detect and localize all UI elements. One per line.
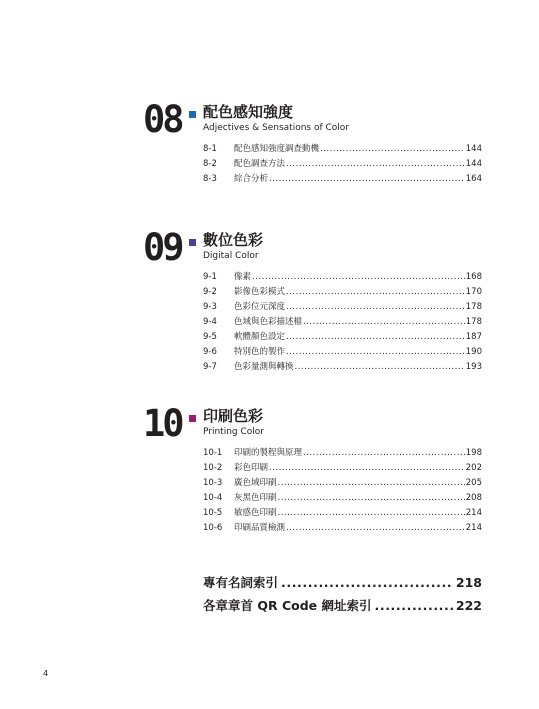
- entry-page: 198: [465, 448, 482, 458]
- entry-page: 164: [465, 174, 482, 184]
- toc-entry[interactable]: [203, 270, 482, 285]
- toc-entry[interactable]: [203, 360, 482, 375]
- toc-entry[interactable]: [203, 330, 482, 345]
- entry-number: 10-4: [203, 493, 223, 503]
- chapter-number: 09: [143, 226, 182, 269]
- entry-page: 190: [465, 347, 482, 357]
- entry-page: 170: [465, 287, 482, 297]
- entry-title: 色域與色彩描述檔: [234, 317, 303, 327]
- entry-number: 8-1: [203, 144, 217, 154]
- chapter-title: 數位色彩: [203, 231, 264, 249]
- entry-page: 205: [465, 478, 482, 488]
- entry-number: 8-3: [203, 174, 217, 184]
- chapter-entries: [203, 142, 482, 187]
- entry-title: 彩色印刷: [234, 463, 269, 473]
- entry-title: 特別色的製作: [234, 347, 286, 357]
- entry-title: 色彩量測與轉換: [234, 362, 294, 372]
- leader-dots: [278, 506, 465, 521]
- toc-entry[interactable]: [203, 461, 482, 476]
- leader-dots: [375, 594, 453, 617]
- entry-number: 9-6: [203, 347, 217, 357]
- entry-number: 9-3: [203, 302, 217, 312]
- leader-dots: [286, 300, 465, 315]
- index-title: 專有名詞索引: [203, 575, 279, 590]
- entry-title: 廣色域印刷: [234, 478, 277, 488]
- entry-page: 208: [465, 493, 482, 503]
- entry-number: 10-6: [203, 523, 223, 533]
- leader-dots: [269, 461, 465, 476]
- index-entry[interactable]: [203, 571, 482, 594]
- entry-page: 193: [465, 362, 482, 372]
- entry-number: 10-3: [203, 478, 223, 488]
- toc-entry[interactable]: [203, 345, 482, 360]
- index-page: 218: [455, 575, 482, 590]
- entry-page: 202: [465, 463, 482, 473]
- index-entry[interactable]: [203, 594, 482, 617]
- leader-dots: [278, 491, 465, 506]
- entry-number: 9-4: [203, 317, 217, 327]
- chapter-title: 印刷色彩: [203, 407, 264, 425]
- leader-dots: [303, 315, 465, 330]
- entry-page: 187: [465, 332, 482, 342]
- index-section: [203, 571, 482, 617]
- entry-number: 9-5: [203, 332, 217, 342]
- entry-page: 214: [465, 523, 482, 533]
- entry-title: 配色感知強度調查動機: [234, 144, 320, 154]
- toc-entry[interactable]: [203, 172, 482, 187]
- entry-title: 軟體顏色設定: [234, 332, 286, 342]
- leader-dots: [286, 157, 465, 172]
- entry-page: 178: [465, 302, 482, 312]
- leader-dots: [252, 270, 465, 285]
- leader-dots: [286, 345, 465, 360]
- entry-number: 10-1: [203, 448, 223, 458]
- entry-page: 214: [465, 508, 482, 518]
- entry-number: 10-5: [203, 508, 223, 518]
- entry-number: 9-1: [203, 272, 217, 282]
- entry-page: 144: [465, 144, 482, 154]
- chapter-color-square-icon: [189, 111, 196, 118]
- entry-title: 影像色彩模式: [234, 287, 286, 297]
- chapter-color-square-icon: [189, 415, 196, 422]
- index-page: 222: [455, 598, 482, 613]
- leader-dots: [278, 476, 465, 491]
- leader-dots: [286, 521, 465, 536]
- leader-dots: [281, 571, 453, 594]
- entry-number: 9-2: [203, 287, 217, 297]
- entry-title: 敏感色印刷: [234, 508, 277, 518]
- leader-dots: [286, 330, 465, 345]
- entry-number: 10-2: [203, 463, 223, 473]
- entry-page: 178: [465, 317, 482, 327]
- toc-entry[interactable]: [203, 476, 482, 491]
- toc-entry[interactable]: [203, 446, 482, 461]
- toc-entry[interactable]: [203, 521, 482, 536]
- leader-dots: [269, 172, 465, 187]
- entry-page: 144: [465, 159, 482, 169]
- leader-dots: [303, 446, 465, 461]
- toc-entry[interactable]: [203, 157, 482, 172]
- chapter-number: 08: [143, 98, 182, 141]
- chapter-subtitle: Printing Color: [203, 427, 264, 437]
- page-number: 4: [43, 669, 49, 678]
- chapter-number: 10: [143, 402, 182, 445]
- chapter-color-square-icon: [189, 239, 196, 246]
- entry-title: 色彩位元深度: [234, 302, 286, 312]
- chapter-subtitle: Adjectives & Sensations of Color: [203, 123, 349, 133]
- toc-entry[interactable]: [203, 142, 482, 157]
- chapter-subtitle: Digital Color: [203, 251, 259, 261]
- entry-title: 像素: [234, 272, 252, 282]
- chapter-entries: [203, 446, 482, 536]
- entry-title: 綜合分析: [234, 174, 269, 184]
- toc-entry[interactable]: [203, 285, 482, 300]
- entry-number: 9-7: [203, 362, 217, 372]
- entry-title: 印刷的製程與原理: [234, 448, 303, 458]
- entry-page: 168: [465, 272, 482, 282]
- chapter-title: 配色感知強度: [203, 103, 294, 121]
- leader-dots: [295, 360, 465, 375]
- index-title: 各章章首 QR Code 網址索引: [203, 598, 372, 613]
- leader-dots: [286, 285, 465, 300]
- entry-title: 灰黑色印刷: [234, 493, 277, 503]
- toc-entry[interactable]: [203, 491, 482, 506]
- leader-dots: [320, 142, 465, 157]
- entry-title: 配色調查方法: [234, 159, 286, 169]
- toc-entry[interactable]: [203, 315, 482, 330]
- toc-entry[interactable]: [203, 300, 482, 315]
- entry-title: 印刷品質檢測: [234, 523, 286, 533]
- toc-entry[interactable]: [203, 506, 482, 521]
- chapter-entries: [203, 270, 482, 375]
- entry-number: 8-2: [203, 159, 217, 169]
